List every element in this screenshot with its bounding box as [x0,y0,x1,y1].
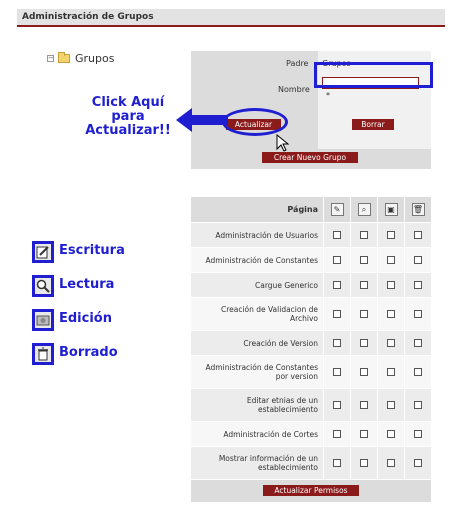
note-line-3: Actualizar!! [85,123,171,138]
write-permission-checkbox[interactable] [333,231,341,239]
delete-permission-checkbox[interactable] [414,430,422,438]
edit-permission-checkbox[interactable] [387,368,395,376]
write-permission-checkbox[interactable] [333,256,341,264]
padre-value: Grupos [322,59,351,68]
page-name: Creación de Version [243,338,318,348]
write-permission-checkbox[interactable] [333,459,341,467]
page-name: Mostrar información de un establecimiento [218,454,318,472]
read-permission-checkbox[interactable] [360,368,368,376]
legend-read-label: Lectura [59,277,115,292]
arrow-left-icon [176,108,228,132]
read-permission-checkbox[interactable] [360,310,368,318]
delete-icon [32,343,54,365]
read-permission-checkbox[interactable] [360,459,368,467]
read-icon [32,275,54,297]
write-permission-checkbox[interactable] [333,281,341,289]
note-line-2: para [111,109,145,124]
edit-permission-checkbox[interactable] [387,401,395,409]
page-title: Administración de Grupos [22,12,154,22]
read-permission-checkbox[interactable] [360,339,368,347]
update-permissions-button[interactable]: Actualizar Permisos [263,485,359,496]
page-name: Cargue Generico [255,280,318,290]
delete-permission-checkbox[interactable] [414,339,422,347]
read-permission-checkbox[interactable] [360,430,368,438]
table-footer [191,480,431,502]
page-name: Creación de Validacion de Archivo [220,305,318,323]
read-permission-checkbox[interactable] [360,231,368,239]
edit-permission-checkbox[interactable] [387,339,395,347]
delete-group-button[interactable]: Borrar [352,119,394,130]
nombre-label: Nombre [278,85,310,94]
edit-permission-checkbox[interactable] [387,310,395,318]
required-marker: * [326,91,330,100]
table-row [191,223,431,248]
write-permission-checkbox[interactable] [333,401,341,409]
edit-permission-checkbox[interactable] [387,281,395,289]
title-bar [17,9,445,27]
tree-node-grupos[interactable]: Grupos [75,52,115,65]
legend-write-label: Escritura [59,243,125,258]
click-here-note [82,96,174,138]
delete-permission-checkbox[interactable] [414,281,422,289]
table-row [191,331,431,356]
name-field-highlight [314,62,433,88]
page-name: Administración de Constantes por version [205,363,318,381]
delete-permission-checkbox[interactable] [414,401,422,409]
padre-label: Padre [286,59,309,68]
update-group-button[interactable]: Actualizar [226,119,281,130]
legend-delete-label: Borrado [59,345,118,360]
new-group-button[interactable]: Crear Nuevo Grupo [262,152,358,163]
edit-permission-checkbox[interactable] [387,231,395,239]
read-permission-checkbox[interactable] [360,281,368,289]
page-name: Administración de Constantes [205,255,318,265]
write-icon [32,241,54,263]
table-row [191,447,431,480]
page-name: Editar etnias de un establecimiento [246,396,318,414]
write-permission-checkbox[interactable] [333,339,341,347]
folder-icon [58,54,70,63]
collapse-icon[interactable]: − [48,54,54,62]
page-name: Administración de Usuarios [215,230,318,240]
write-icon: ✎ [331,203,344,216]
note-line-1: Click Aquí [91,95,165,110]
edit-icon [32,309,54,331]
edit-permission-checkbox[interactable] [387,430,395,438]
table-row [191,298,431,331]
read-permission-checkbox[interactable] [360,401,368,409]
write-permission-checkbox[interactable] [333,430,341,438]
delete-permission-checkbox[interactable] [414,368,422,376]
permissions-body [191,223,431,480]
table-row [191,248,431,273]
mouse-cursor-icon [276,134,290,152]
write-permission-checkbox[interactable] [333,368,341,376]
update-button-highlight [222,108,288,136]
delete-permission-checkbox[interactable] [414,231,422,239]
edit-icon: ▣ [385,203,398,216]
page-name: Administración de Cortes [223,429,318,439]
group-tree [47,52,114,65]
delete-permission-checkbox[interactable] [414,459,422,467]
read-permission-checkbox[interactable] [360,256,368,264]
delete-permission-checkbox[interactable] [414,256,422,264]
edit-permission-checkbox[interactable] [387,256,395,264]
delete-permission-checkbox[interactable] [414,310,422,318]
read-icon: ⌕ [358,203,371,216]
legend-edit-label: Edición [59,311,112,326]
write-permission-checkbox[interactable] [333,310,341,318]
table-row [191,356,431,389]
delete-icon: 🗑 [412,205,424,214]
permissions-table [191,197,431,502]
table-row [191,389,431,422]
table-row [191,422,431,447]
page-column-header: Página [287,205,318,214]
table-row [191,273,431,298]
edit-permission-checkbox[interactable] [387,459,395,467]
table-header-row [191,197,431,223]
